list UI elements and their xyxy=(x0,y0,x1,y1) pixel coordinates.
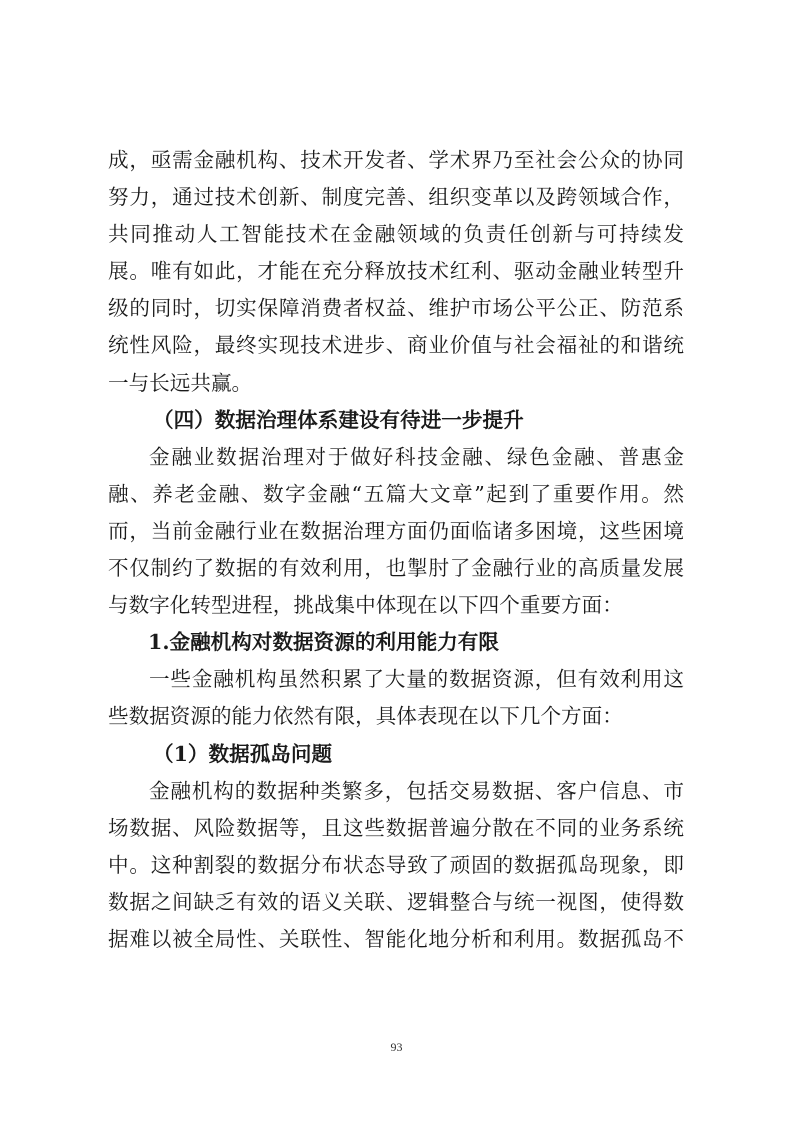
text-line: 场数据、风险数据等，且这些数据普遍分散在不同的业务系统 xyxy=(108,815,684,840)
paragraph-intro xyxy=(108,142,684,402)
text-line: 成，亟需金融机构、技术开发者、学术界乃至社会公众的协同 xyxy=(108,148,684,172)
text-line: 数据之间缺乏有效的语义关联、逻辑整合与统一视图，使得数 xyxy=(108,889,684,914)
paragraph-data-silo xyxy=(108,773,684,958)
text-line: 一些金融机构虽然积累了大量的数据资源，但有效利用这 xyxy=(149,667,684,692)
subsection-heading: 1.金融机构对数据资源的利用能力有限 xyxy=(148,630,499,655)
paragraph-capability xyxy=(108,661,684,735)
text-line: 统性风险，最终实现技术进步、商业价值与社会福祉的和谐统 xyxy=(108,333,684,358)
text-line: 金融机构的数据种类繁多，包括交易数据、客户信息、市 xyxy=(149,778,684,803)
text-line: 与数字化转型进程，挑战集中体现在以下四个重要方面： xyxy=(108,593,623,618)
text-line: 金融业数据治理对于做好科技金融、绿色金融、普惠金 xyxy=(149,444,684,469)
page-number: 93 xyxy=(390,1040,403,1054)
text-line: 一与长远共赢。 xyxy=(108,370,253,395)
paragraph-governance xyxy=(108,439,684,624)
text-line: 级的同时，切实保障消费者权益、维护市场公平公正、防范系 xyxy=(108,296,684,321)
text-line: 而，当前金融行业在数据治理方面仍面临诸多困境，这些困境 xyxy=(108,518,684,543)
section-heading: （四）数据治理体系建设有待进一步提升 xyxy=(153,407,524,432)
subsubsection-heading: （1）数据孤岛问题 xyxy=(153,741,333,766)
text-line: 共同推动人工智能技术在金融领域的负责任创新与可持续发 xyxy=(108,222,684,247)
text-line: 融、养老金融、数字金融“五篇大文章”起到了重要作用。然 xyxy=(108,481,684,506)
text-line: 不仅制约了数据的有效利用，也掣肘了金融行业的高质量发展 xyxy=(108,556,684,581)
text-line: 展。唯有如此，才能在充分释放技术红利、驱动金融业转型升 xyxy=(108,259,684,284)
page-body xyxy=(108,142,684,958)
text-line: 中。这种割裂的数据分布状态导致了顽固的数据孤岛现象，即 xyxy=(108,852,684,877)
text-line: 据难以被全局性、关联性、智能化地分析和利用。数据孤岛不 xyxy=(108,926,684,951)
text-line: 努力，通过技术创新、制度完善、组织变革以及跨领域合作， xyxy=(108,185,684,210)
text-line: 些数据资源的能力依然有限，具体表现在以下几个方面： xyxy=(108,704,623,729)
